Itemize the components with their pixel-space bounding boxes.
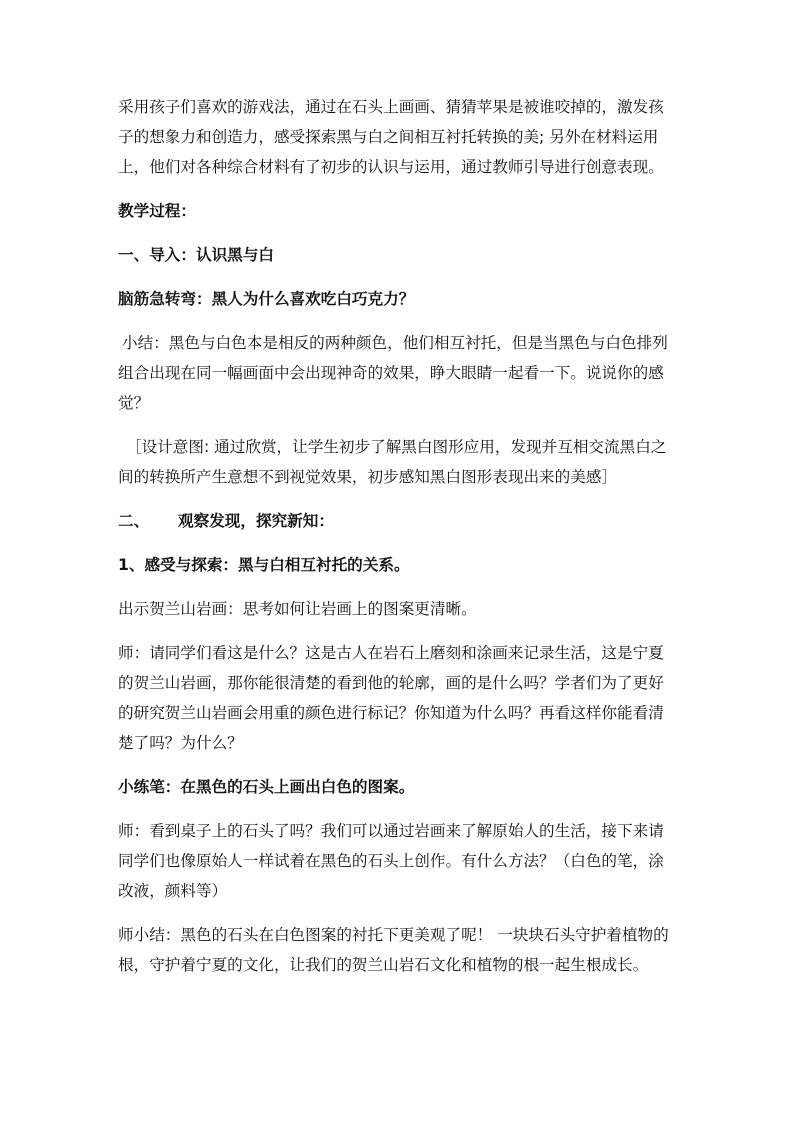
section2-number: 二、 — [118, 512, 150, 530]
design-intent-paragraph: ［设计意图: 通过欣赏，让学生初步了解黑白图形应用，发现并互相交流黑白之间的转换所产生意想不到视觉效果，初步感知黑白图形表现出来的美感］ — [118, 438, 667, 486]
teacher-talk-1: 师：请同学们看这是什么？这是古人在岩石上磨刻和涂画来记录生活，这是宁夏的贺兰山岩画，那你能很清楚的看到他的轮廓，画的是什么吗？学者们为了更好的研究贺兰山岩画会用重的颜色进行标记？你知道为什么吗？再看这样你能看清楚了吗？为什么？ — [118, 644, 664, 752]
section2-heading — [118, 506, 678, 536]
section1-heading: 一、导入：认识黑与白 — [118, 246, 274, 264]
brain-teaser: 脑筋急转弯：黑人为什么喜欢吃白巧克力？ — [118, 290, 415, 308]
intro-paragraph: 采用孩子们喜欢的游戏法，通过在石头上画画、猜猜苹果是被谁咬掉的，激发孩子的想象力和创造力，感受探索黑与白之间相互衬托转换的美; 另外在材料运用上，他们对各种综合材料有了初步的认识与运用，通过教师引导进行创意表现。 — [118, 98, 664, 176]
teaching-process-heading: 教学过程： — [118, 202, 196, 220]
subsection1-heading: 1、感受与探索：黑与白相互衬托的关系。 — [118, 556, 410, 574]
practice-heading: 小练笔：在黑色的石头上画出白色的图案。 — [118, 778, 415, 796]
teacher-talk-2: 师：看到桌子上的石头了吗？我们可以通过岩画来了解原始人的生活，接下来请同学们也像原始人一样试着在黑色的石头上创作。有什么方法？（白色的笔，涂改液，颜料等） — [118, 822, 664, 900]
teacher-summary: 师小结：黑色的石头在白色图案的衬托下更美观了呢！ 一块块石头守护着植物的根，守护着宁夏的文化，让我们的贺兰山岩石文化和植物的根一起生根成长。 — [118, 926, 669, 974]
show-rock-painting-paragraph: 出示贺兰山岩画：思考如何让岩画上的图案更清晰。 — [118, 600, 477, 618]
section2-title: 观察发现，探究新知： — [178, 512, 334, 530]
summary-paragraph: 小结：黑色与白色本是相反的两种颜色，他们相互衬托，但是当黑色与白色排列组合出现在同一幅画面中会出现神奇的效果，睁大眼睛一起看一下。说说你的感觉？ — [118, 334, 668, 412]
